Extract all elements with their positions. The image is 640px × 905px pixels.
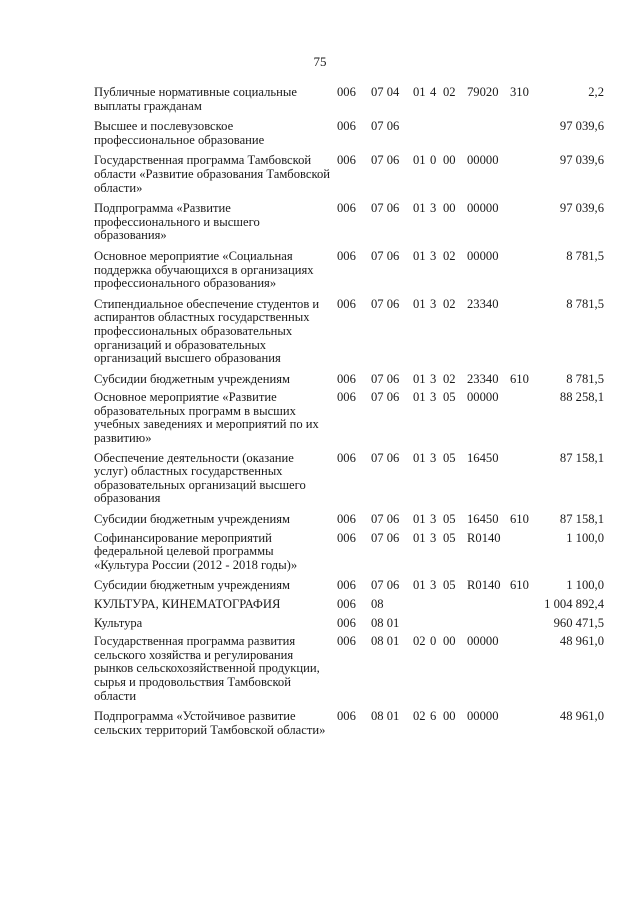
- section-code: 07 06: [371, 530, 400, 545]
- section-code: 07 06: [371, 450, 400, 465]
- table-row: [0, 579, 640, 593]
- page-number: 75: [313, 54, 327, 69]
- section-code: 07 06: [371, 512, 400, 527]
- activity-code: 05: [443, 530, 456, 545]
- activity-code: 02: [443, 296, 456, 311]
- expense-type-code: 310: [510, 85, 529, 99]
- section-code: 07 06: [371, 371, 400, 386]
- ministry-code: 006: [337, 530, 356, 545]
- program-code: 01: [413, 296, 426, 311]
- ministry-code: 006: [337, 119, 356, 134]
- subprogram-code: 4: [430, 85, 437, 99]
- section-code: 07 06: [371, 201, 400, 216]
- amount: 1 100,0: [566, 530, 604, 545]
- direction-code: R0140: [467, 530, 501, 545]
- table-row: [0, 710, 640, 737]
- amount: 1 100,0: [566, 578, 604, 593]
- direction-code: 00000: [467, 709, 499, 724]
- expense-type-code: 610: [510, 371, 529, 386]
- table-row: [0, 373, 640, 387]
- row-name: Основное мероприятие «Развитие образовательных программ в высших учебных заведениях и мероприятий по их развитию»: [94, 390, 319, 446]
- program-code: 01: [413, 153, 426, 168]
- ministry-code: 006: [337, 296, 356, 311]
- amount: 1 004 892,4: [544, 597, 604, 611]
- direction-code: 00000: [467, 153, 499, 168]
- section-code: 08 01: [371, 615, 400, 630]
- activity-code: 05: [443, 512, 456, 527]
- row-name: Подпрограмма «Устойчивое развитие сельских территорий Тамбовской области»: [94, 709, 326, 737]
- direction-code: 00000: [467, 634, 499, 649]
- ministry-code: 006: [337, 248, 356, 263]
- direction-code: 79020: [467, 85, 499, 99]
- subprogram-code: 3: [430, 390, 437, 405]
- row-name: Основное мероприятие «Социальная поддержка обучающихся в организациях профессионального образования»: [94, 248, 314, 291]
- table-row: [0, 635, 640, 703]
- amount: 8 781,5: [566, 296, 604, 311]
- amount: 960 471,5: [553, 615, 604, 630]
- activity-code: 00: [443, 153, 456, 168]
- row-name: КУЛЬТУРА, КИНЕМАТОГРАФИЯ: [94, 597, 281, 611]
- activity-code: 02: [443, 85, 456, 99]
- activity-code: 00: [443, 201, 456, 216]
- table-row: [0, 154, 640, 195]
- section-code: 07 04: [371, 85, 400, 99]
- section-code: 08 01: [371, 634, 400, 649]
- subprogram-code: 3: [430, 530, 437, 545]
- row-name: Стипендиальное обеспечение студентов и аспирантов областных государственных профессиональных образовательных организаций и образовательных организаций высшего образования: [94, 296, 320, 366]
- direction-code: 00000: [467, 201, 499, 216]
- ministry-code: 006: [337, 578, 356, 593]
- ministry-code: 006: [337, 512, 356, 527]
- direction-code: 23340: [467, 371, 499, 386]
- amount: 8 781,5: [566, 248, 604, 263]
- section-code: 08: [371, 597, 384, 611]
- amount: 8 781,5: [566, 371, 604, 386]
- expense-type-code: 610: [510, 578, 529, 593]
- subprogram-code: 3: [430, 201, 437, 216]
- direction-code: 00000: [467, 248, 499, 263]
- row-name: Высшее и послевузовское профессиональное образование: [94, 119, 265, 147]
- row-name: Культура: [94, 615, 143, 630]
- subprogram-code: 0: [430, 153, 437, 168]
- amount: 97 039,6: [559, 119, 604, 134]
- table-row: [0, 298, 640, 366]
- section-code: 07 06: [371, 153, 400, 168]
- budget-table: [0, 86, 640, 744]
- program-code: 01: [413, 85, 426, 99]
- section-code: 07 06: [371, 578, 400, 593]
- table-row: [0, 532, 640, 573]
- activity-code: 05: [443, 390, 456, 405]
- program-code: 01: [413, 578, 426, 593]
- direction-code: 23340: [467, 296, 499, 311]
- row-name: Субсидии бюджетным учреждениям: [94, 578, 290, 593]
- row-name: Софинансирование мероприятий федеральной целевой программы «Культура России (2012 - 2018 годы)»: [94, 530, 298, 572]
- row-name: Субсидии бюджетным учреждениям: [94, 371, 290, 386]
- activity-code: 05: [443, 450, 456, 465]
- section-code: 08 01: [371, 709, 400, 724]
- direction-code: 16450: [467, 450, 499, 465]
- program-code: 01: [413, 248, 426, 263]
- subprogram-code: 3: [430, 512, 437, 527]
- table-row: [0, 86, 640, 113]
- ministry-code: 006: [337, 371, 356, 386]
- ministry-code: 006: [337, 615, 356, 630]
- row-name: Государственная программа Тамбовской области «Развитие образования Тамбовской области»: [94, 153, 330, 195]
- table-row: [0, 250, 640, 291]
- section-code: 07 06: [371, 390, 400, 405]
- ministry-code: 006: [337, 153, 356, 168]
- expense-type-code: 610: [510, 512, 529, 527]
- ministry-code: 006: [337, 85, 356, 99]
- program-code: 01: [413, 390, 426, 405]
- activity-code: 00: [443, 709, 456, 724]
- direction-code: R0140: [467, 578, 501, 593]
- subprogram-code: 0: [430, 634, 437, 649]
- direction-code: 00000: [467, 390, 499, 405]
- program-code: 01: [413, 450, 426, 465]
- program-code: 02: [413, 709, 426, 724]
- amount: 48 961,0: [559, 709, 604, 724]
- amount: 97 039,6: [559, 153, 604, 168]
- ministry-code: 006: [337, 634, 356, 649]
- table-row: [0, 391, 640, 445]
- activity-code: 00: [443, 634, 456, 649]
- amount: 87 158,1: [559, 450, 604, 465]
- subprogram-code: 3: [430, 248, 437, 263]
- section-code: 07 06: [371, 248, 400, 263]
- program-code: 01: [413, 201, 426, 216]
- direction-code: 16450: [467, 512, 499, 527]
- ministry-code: 006: [337, 709, 356, 724]
- activity-code: 02: [443, 371, 456, 386]
- subprogram-code: 3: [430, 578, 437, 593]
- subprogram-code: 3: [430, 296, 437, 311]
- table-row: [0, 513, 640, 527]
- amount: 87 158,1: [559, 512, 604, 527]
- program-code: 01: [413, 530, 426, 545]
- row-name: Субсидии бюджетным учреждениям: [94, 512, 290, 527]
- row-name: Публичные нормативные социальные выплаты гражданам: [94, 85, 297, 113]
- ministry-code: 006: [337, 597, 356, 611]
- table-row: [0, 120, 640, 147]
- subprogram-code: 3: [430, 371, 437, 386]
- amount: 88 258,1: [559, 390, 604, 405]
- table-row: [0, 202, 640, 243]
- ministry-code: 006: [337, 390, 356, 405]
- activity-code: 05: [443, 578, 456, 593]
- program-code: 01: [413, 371, 426, 386]
- subprogram-code: 3: [430, 450, 437, 465]
- row-name: Обеспечение деятельности (оказание услуг) областных государственных образовательных организаций высшего образования: [94, 450, 306, 506]
- section-code: 07 06: [371, 119, 400, 134]
- table-row: [0, 452, 640, 506]
- row-name: Подпрограмма «Развитие профессионального и высшего образования»: [94, 201, 260, 243]
- section-code: 07 06: [371, 296, 400, 311]
- row-name: Государственная программа развития сельского хозяйства и регулирования рынков сельскохозяйственной продукции, сырья и продовольствия Тамбовской области: [94, 634, 320, 703]
- program-code: 02: [413, 634, 426, 649]
- ministry-code: 006: [337, 450, 356, 465]
- ministry-code: 006: [337, 201, 356, 216]
- activity-code: 02: [443, 248, 456, 263]
- program-code: 01: [413, 512, 426, 527]
- amount: 48 961,0: [559, 634, 604, 649]
- table-row: [0, 598, 640, 612]
- amount: 97 039,6: [559, 201, 604, 216]
- table-row: [0, 617, 640, 631]
- subprogram-code: 6: [430, 709, 437, 724]
- amount: 2,2: [588, 85, 604, 99]
